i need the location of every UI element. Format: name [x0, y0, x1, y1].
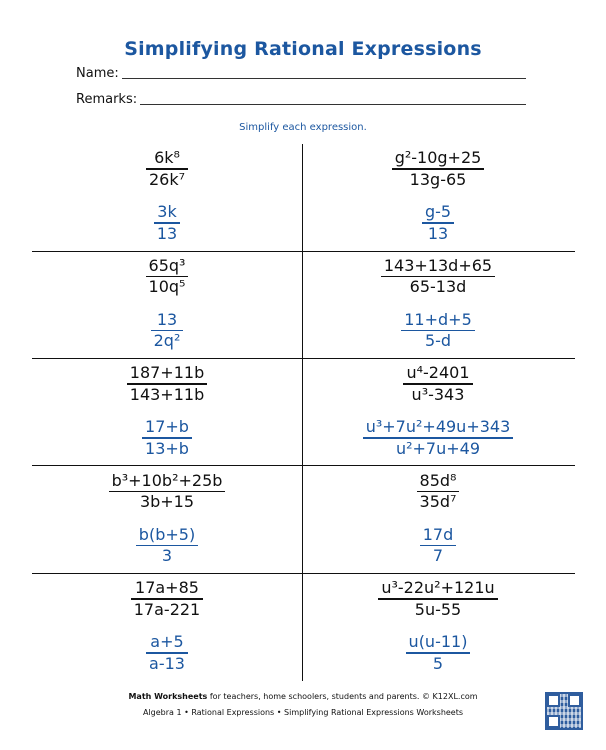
- problem-cell: [303, 359, 573, 466]
- answer-denominator: 13: [427, 223, 449, 243]
- answer-numerator: b(b+5): [138, 524, 196, 544]
- page-title: Simplifying Rational Expressions: [124, 38, 482, 60]
- answer-fraction: [303, 417, 573, 459]
- question-numerator: u³-22u²+121u: [381, 578, 495, 597]
- footer-line-1: [0, 692, 606, 701]
- qr-code-icon: [545, 692, 583, 730]
- question-numerator: 6k⁸: [154, 148, 180, 167]
- problem-cell: [32, 359, 302, 466]
- answer-denominator: u²+7u+49: [395, 438, 481, 458]
- answer-fraction: [32, 202, 302, 244]
- question-fraction: [32, 256, 302, 298]
- question-fraction: [32, 471, 302, 513]
- question-numerator: 17a+85: [135, 578, 199, 597]
- name-line: [122, 78, 526, 79]
- name-label: Name:: [76, 66, 119, 81]
- answer-denominator: 5: [432, 653, 444, 673]
- answer-fraction: [32, 632, 302, 674]
- remarks-field[interactable]: [76, 92, 526, 107]
- question-fraction: [303, 363, 573, 405]
- question-numerator: 143+13d+65: [383, 255, 493, 275]
- answer-numerator: a+5: [150, 632, 184, 651]
- question-fraction: [32, 148, 302, 190]
- footer-line-2: Algebra 1 • Rational Expressions • Simplifying Rational Expressions Worksheets: [142, 708, 464, 717]
- problem-cell: [303, 144, 573, 251]
- problem-cell: [303, 467, 573, 574]
- question-denominator: 65-13d: [409, 277, 467, 296]
- question-numerator: 187+11b: [129, 363, 205, 382]
- answer-fraction: [303, 310, 573, 352]
- answer-numerator: 17+b: [145, 417, 189, 436]
- question-numerator: 65q³: [148, 255, 186, 275]
- remarks-line: [140, 104, 526, 105]
- question-denominator: 13g-65: [409, 169, 467, 189]
- answer-denominator: 7: [432, 546, 444, 565]
- question-denominator: 143+11b: [129, 384, 205, 404]
- answer-numerator: u(u-11): [408, 632, 468, 651]
- answer-denominator: 13+b: [145, 438, 189, 458]
- answer-numerator: 11+d+5: [404, 309, 472, 329]
- name-field[interactable]: [76, 66, 526, 81]
- question-fraction: [32, 363, 302, 405]
- problem-cell: [32, 574, 302, 681]
- answer-denominator: 5-d: [424, 331, 452, 350]
- question-fraction: [303, 148, 573, 190]
- question-denominator: 35d⁷: [419, 492, 457, 511]
- footer-text: for teachers, home schoolers, students and parents. © K12XL.com: [207, 692, 478, 701]
- answer-denominator: 3: [161, 546, 173, 565]
- answer-denominator: 2q²: [153, 331, 181, 350]
- problem-cell: [32, 467, 302, 574]
- answer-fraction: [32, 525, 302, 567]
- answer-numerator: 17d: [422, 524, 454, 544]
- answer-numerator: 3k: [157, 202, 177, 221]
- answer-denominator: a-13: [149, 653, 185, 673]
- question-denominator: 10q⁵: [148, 277, 186, 296]
- question-denominator: u³-343: [411, 384, 465, 404]
- question-fraction: [303, 578, 573, 620]
- question-numerator: u⁴-2401: [406, 363, 470, 382]
- answer-fraction: [32, 310, 302, 352]
- answer-fraction: [303, 202, 573, 244]
- answer-numerator: u³+7u²+49u+343: [365, 417, 511, 436]
- problem-grid: [32, 144, 575, 682]
- answer-numerator: 13: [156, 309, 178, 329]
- question-denominator: 17a-221: [133, 599, 201, 619]
- answer-numerator: g-5: [424, 202, 452, 221]
- answer-fraction: [303, 632, 573, 674]
- answer-denominator: 13: [156, 223, 178, 243]
- problem-cell: [32, 252, 302, 359]
- question-denominator: 5u-55: [414, 599, 462, 619]
- instructions: Simplify each expression.: [239, 122, 367, 133]
- footer-brand: Math Worksheets: [128, 692, 208, 701]
- remarks-label: Remarks:: [76, 92, 138, 107]
- question-numerator: b³+10b²+25b: [111, 470, 223, 490]
- question-fraction: [303, 256, 573, 298]
- problem-cell: [303, 252, 573, 359]
- question-denominator: 3b+15: [139, 492, 195, 511]
- question-fraction: [303, 471, 573, 513]
- question-numerator: 85d⁸: [419, 470, 457, 490]
- answer-fraction: [32, 417, 302, 459]
- problem-cell: [303, 574, 573, 681]
- answer-fraction: [303, 525, 573, 567]
- problem-cell: [32, 144, 302, 251]
- question-denominator: 26k⁷: [148, 169, 186, 189]
- question-fraction: [32, 578, 302, 620]
- question-numerator: g²-10g+25: [394, 148, 482, 167]
